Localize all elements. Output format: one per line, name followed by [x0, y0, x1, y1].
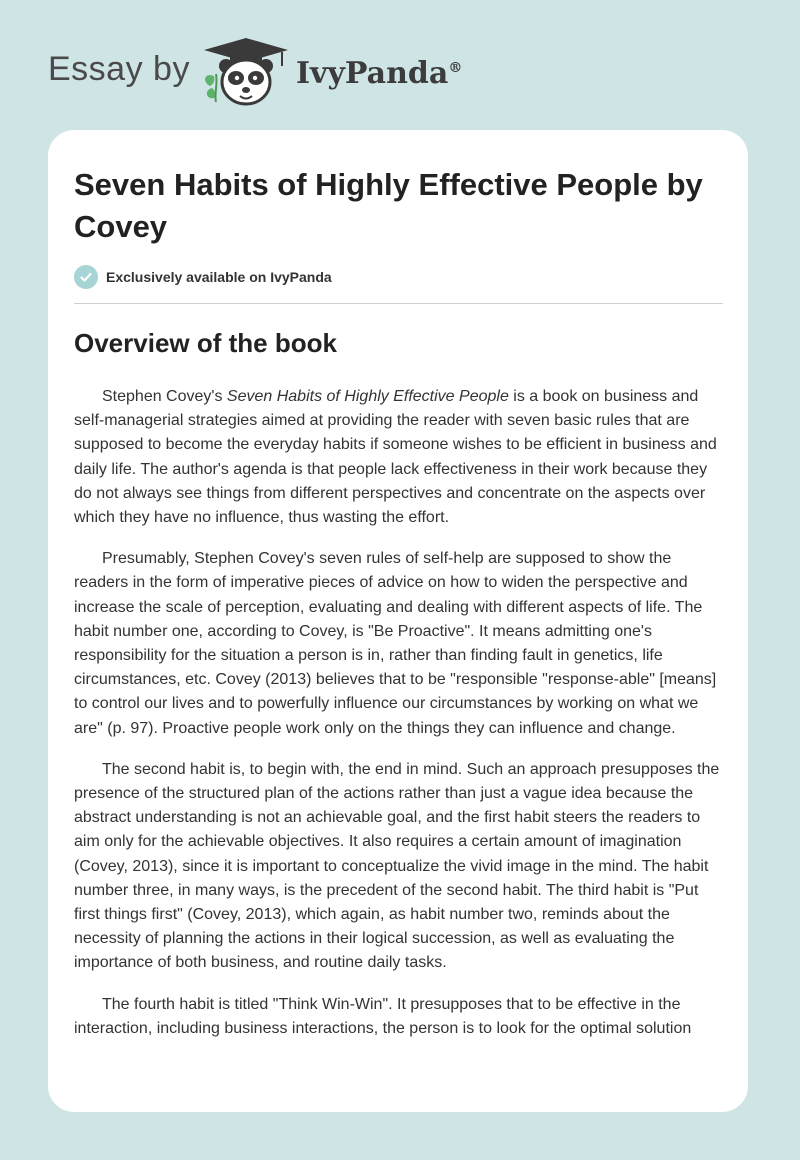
divider [74, 303, 723, 304]
check-circle-icon [74, 265, 98, 289]
ivypanda-logo-icon[interactable] [200, 36, 292, 108]
essay-by-label: Essay by [48, 50, 190, 88]
paragraph-text: is a book on business and self-managerial strategies aimed at providing the reader with seven basic rules that are supposed to become the everyday habits if someone wishes to be efficient in business and daily life. The author's agenda is that people lack effectiveness in their work because they do not always see things from different perspectives and concentrate on the aspects over which they have no influence, thus wasting the effort. [74, 388, 717, 527]
site-header [0, 0, 800, 120]
essay-card [48, 130, 748, 1112]
exclusive-label: Exclusively available on IvyPanda [106, 269, 332, 285]
registered-mark: ® [448, 60, 463, 76]
article-body [74, 385, 724, 1058]
paragraph [74, 385, 724, 530]
brand-name[interactable] [296, 56, 462, 91]
page-title: Seven Habits of Highly Effective People by Covey [74, 167, 703, 244]
exclusive-badge [74, 264, 332, 290]
brand-text: IvyPanda [296, 56, 449, 91]
paragraph: Presumably, Stephen Covey's seven rules of self-help are supposed to show the readers in the form of imperative pieces of advice on how to widen the perspective and increase the scale of perception, evaluating and dealing with different aspects of life. The habit number one, according to Covey, is "Be Proactive". It means admitting one's responsibility for the situation a person is in, rather than finding fault in genetics, life circumstances, etc. Covey (2013) believes that to be "responsible "response-able" [means] to control our lives and to powerfully influence our circumstances by working on what we are" (p. 97). Proactive people work only on the things they can influence and change. [74, 550, 717, 737]
paragraph: The fourth habit is titled "Think Win-Win". It presupposes that to be effective in the interaction, including business interactions, the person is to look for the optimal solution [74, 995, 692, 1037]
paragraph: The second habit is, to begin with, the end in mind. Such an approach presupposes the presence of the structured plan of the actions rather than just a vague idea because the abstract understanding is not an achievable goal, and the first habit steers the readers to aim only for the achievable objectives. It also requires a certain amount of imagination (Covey, 2013), since it is important to conceptualize the vivid image in the mind. The habit number three, in many ways, is the precedent of the second habit. The third habit is "Put first things first" (Covey, 2013), which again, as habit number two, reminds about the necessity of planning the actions in their logical succession, as well as evaluating the importance of both business, and routine daily tasks. [74, 760, 720, 972]
paragraph-text: Stephen Covey's [102, 388, 227, 405]
book-title: Seven Habits of Highly Effective People [226, 388, 509, 405]
section-heading: Overview of the book [74, 328, 337, 358]
